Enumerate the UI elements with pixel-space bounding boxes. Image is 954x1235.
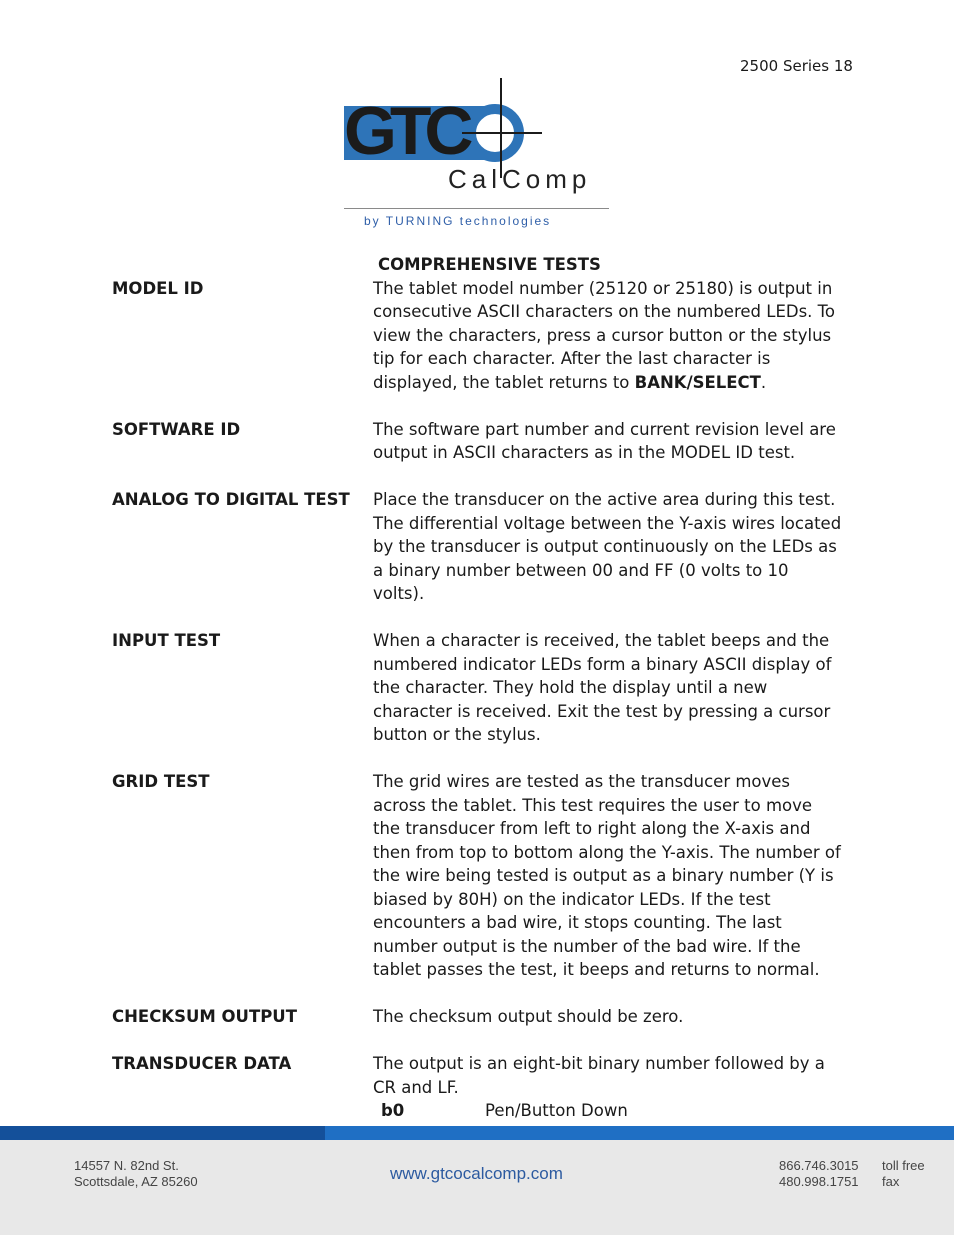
entry-checksum-output bbox=[112, 1005, 852, 1029]
gtco-calcomp-logo bbox=[344, 78, 614, 233]
entry-model-id bbox=[112, 277, 852, 395]
entry-text: The tablet model number (25120 or 25180) is output in consecutive ASCII characters on the numbered LEDs. To view the characters, press a cursor button or the stylus tip for each character. After the last character is displayed, the tablet returns to BANK/SELECT. bbox=[373, 278, 836, 392]
logo-tagline: by TURNING technologies bbox=[364, 214, 552, 228]
logo-crosshair-horizontal bbox=[462, 132, 542, 134]
entry-label: ANALOG TO DIGITAL TEST bbox=[112, 490, 350, 509]
footer-address: 14557 N. 82nd St. Scottsdale, AZ 85260 bbox=[74, 1158, 198, 1189]
entry-text: The grid wires are tested as the transducer moves across the tablet. This test requires the user to move the transducer from left to right along the X-axis and then from top to bottom along the Y-axis. The number of the wire being tested is output as a binary number (Y is biased by 80H) on the indicator LEDs. If the test encounters a bad wire, it stops counting. The last number output is the number of the bad wire. If the tablet passes the test, it beeps and returns to normal. bbox=[373, 772, 841, 979]
entry-analog-to-digital-test bbox=[112, 488, 852, 606]
footer-website-link[interactable]: www.gtcocalcomp.com bbox=[390, 1164, 563, 1183]
entry-input-test bbox=[112, 629, 852, 747]
entry-text: The software part number and current revision level are output in ASCII characters as in the MODEL ID test. bbox=[373, 419, 836, 462]
entry-label: MODEL ID bbox=[112, 278, 204, 298]
entry-text: The checksum output should be zero. bbox=[373, 1007, 684, 1026]
entry-label: GRID TEST bbox=[112, 772, 210, 791]
bit-value: Pen/Button Down bbox=[485, 1101, 628, 1120]
entry-grid-test bbox=[112, 770, 852, 982]
section-title: COMPREHENSIVE TESTS bbox=[378, 255, 601, 274]
bit-row bbox=[381, 1099, 852, 1123]
entry-label: TRANSDUCER DATA bbox=[112, 1054, 292, 1073]
entry-text: Place the transducer on the active area during this test. The differential voltage between the Y-axis wires located by the transducer is output continuously on the LEDs as a binary number between 00 and FF (0 volts to 10 volts). bbox=[373, 490, 842, 603]
document-body bbox=[112, 253, 852, 1146]
footer-color-bar bbox=[0, 1126, 954, 1140]
logo-wordmark: GTC bbox=[344, 100, 504, 162]
page-number: 2500 Series 18 bbox=[740, 57, 853, 75]
logo-crosshair-vertical bbox=[500, 78, 502, 178]
logo-subtitle: CalComp bbox=[448, 164, 592, 194]
entry-label: CHECKSUM OUTPUT bbox=[112, 1007, 297, 1026]
bit-key: b0 bbox=[381, 1101, 405, 1120]
entry-transducer-data bbox=[112, 1052, 852, 1099]
footer-phones: 866.746.3015 toll free 480.998.1751 fax bbox=[779, 1158, 925, 1189]
entry-text: The output is an eight-bit binary number followed by a CR and LF. bbox=[373, 1054, 825, 1097]
entry-label: SOFTWARE ID bbox=[112, 419, 241, 439]
logo-divider bbox=[344, 208, 609, 209]
entry-label: INPUT TEST bbox=[112, 631, 221, 650]
entry-text: When a character is received, the tablet beeps and the numbered indicator LEDs form a binary ASCII display of the character. They hold the display until a new character is received. Exit the test by pressing a cursor button or the stylus. bbox=[373, 631, 832, 744]
page-footer bbox=[0, 1140, 954, 1235]
entry-software-id bbox=[112, 418, 852, 465]
